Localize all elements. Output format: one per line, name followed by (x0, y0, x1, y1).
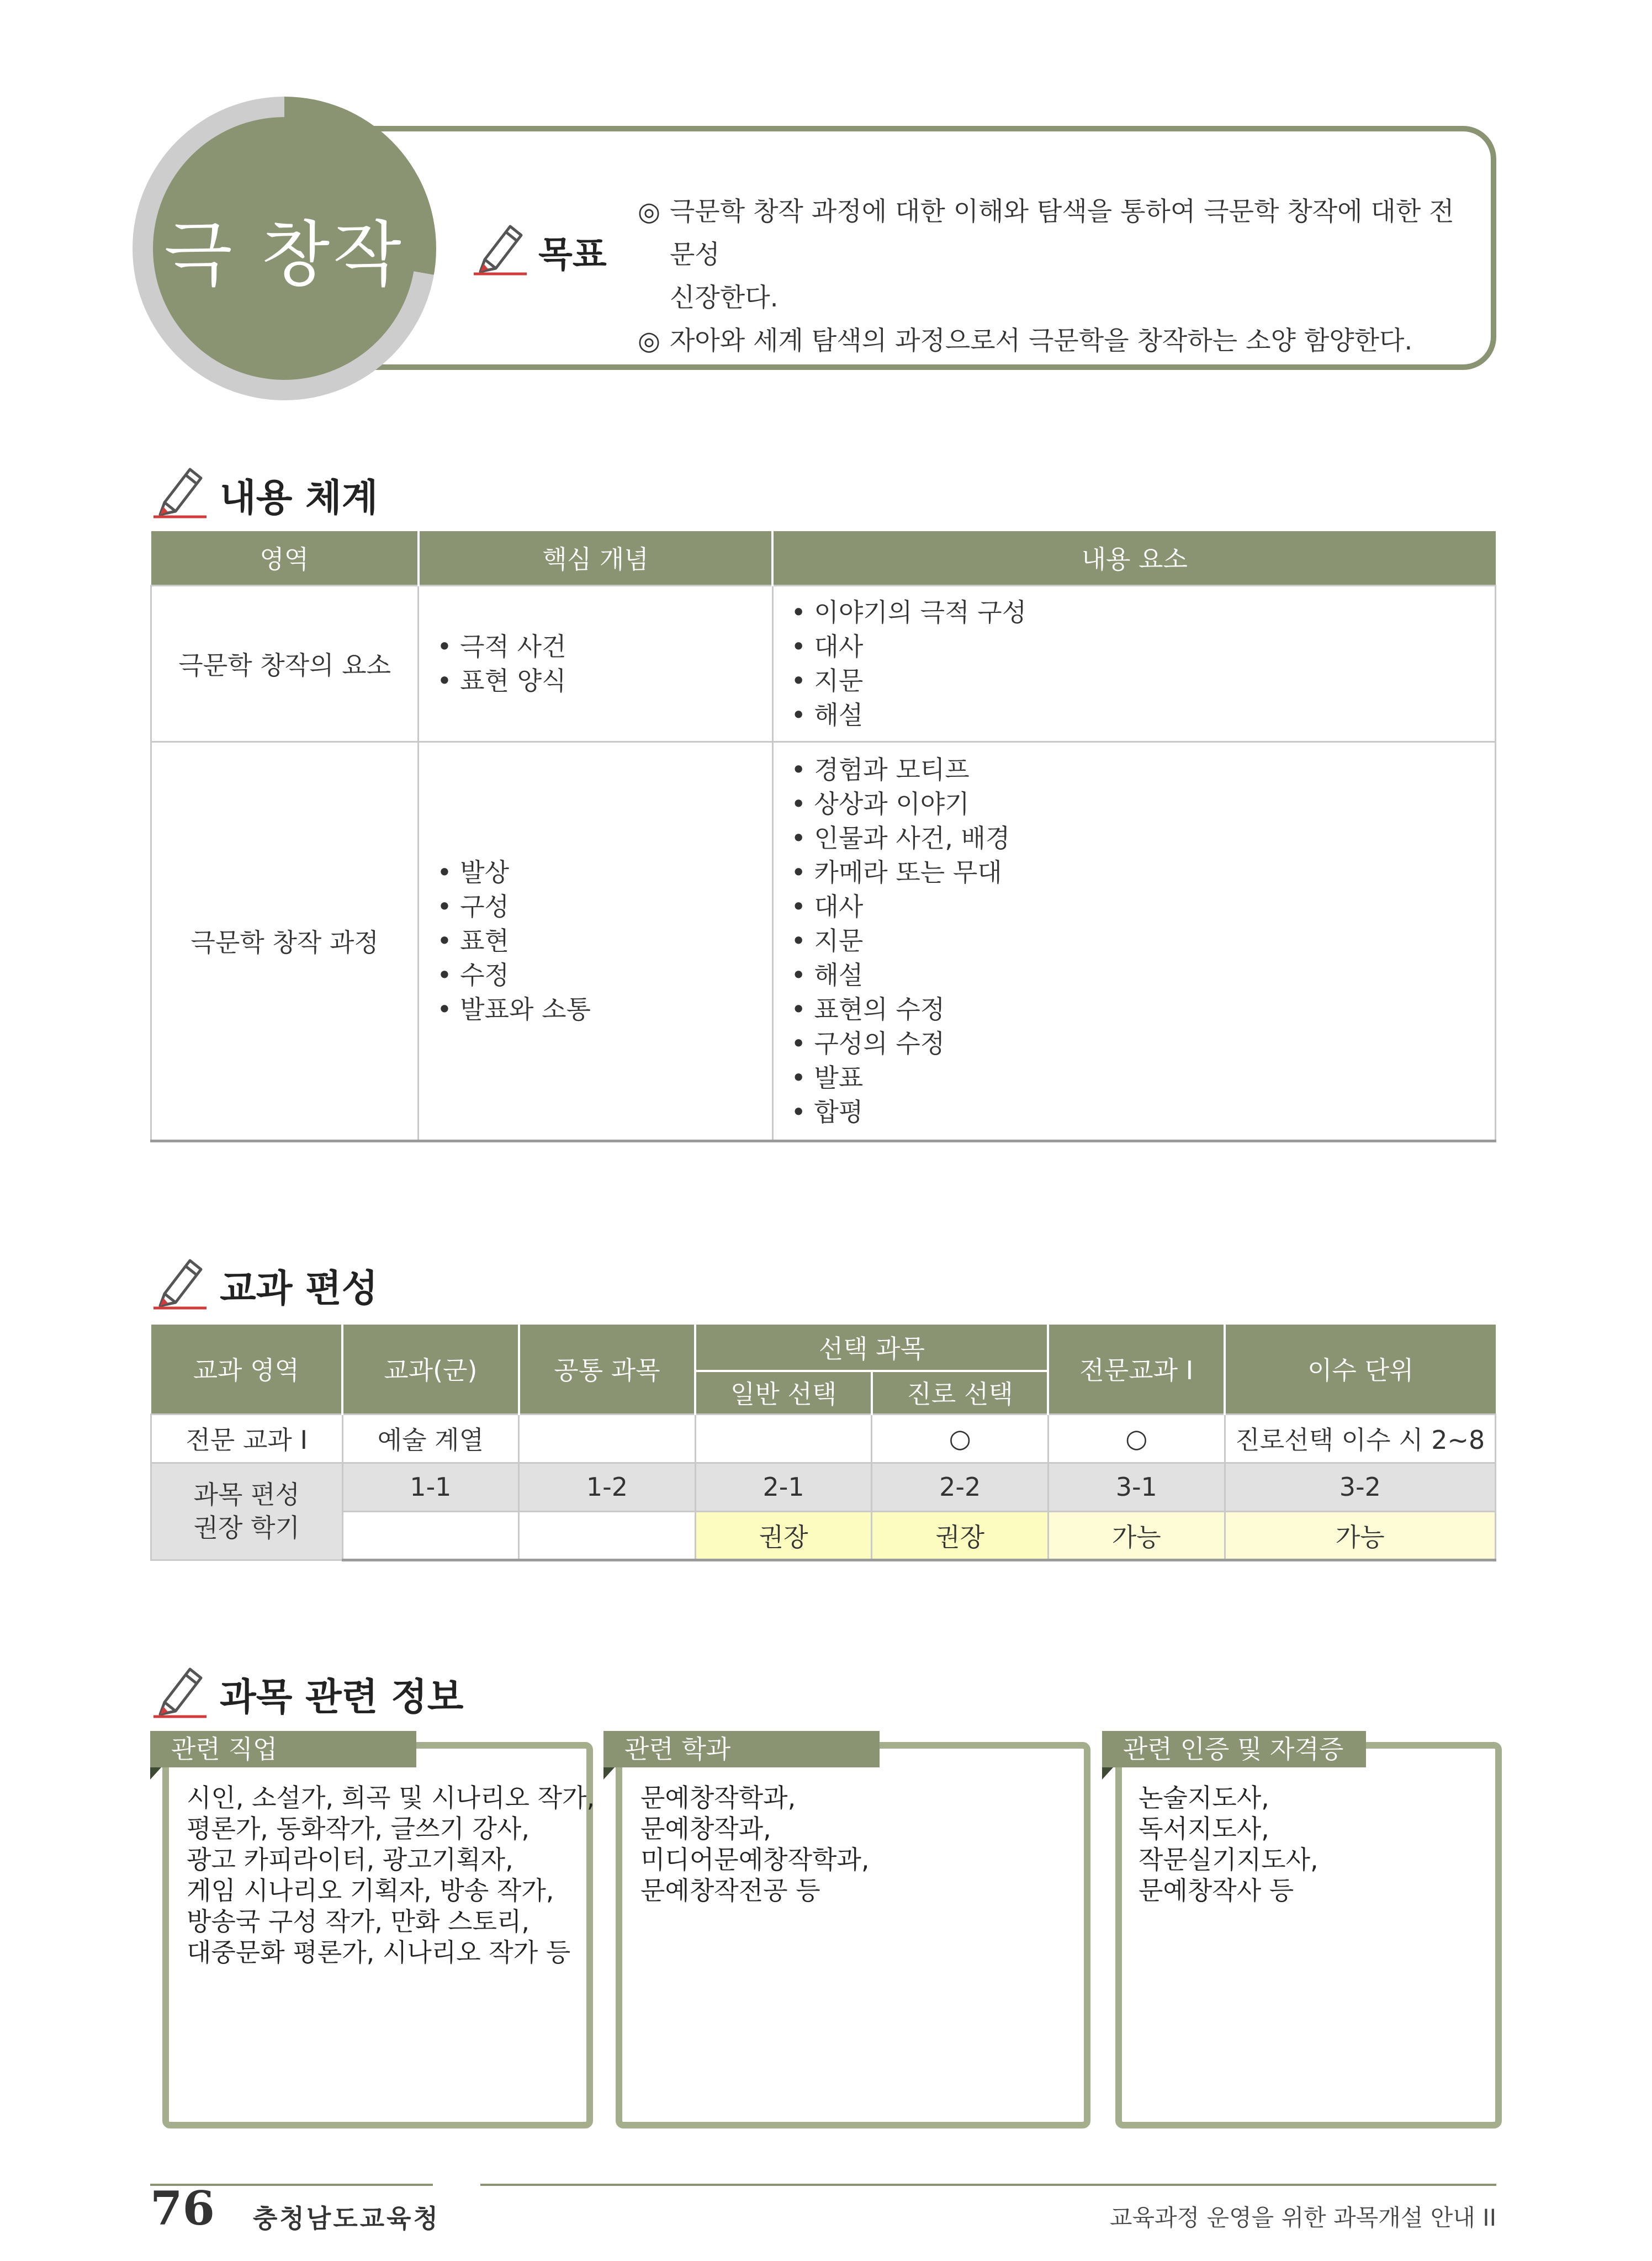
table-cell: 전문 교과 I (151, 1414, 343, 1463)
info-line: 대중문화 평론가, 시나리오 작가 등 (187, 1937, 571, 1967)
tab-corner (603, 1767, 615, 1780)
goal-line: 극문학 창작 과정에 대한 이해와 탐색을 통하여 극문학 창작에 대한 전문성 (670, 197, 1454, 270)
semester-cell: 3-2 (1225, 1463, 1495, 1511)
header-cell: 선택 과목 (695, 1323, 1048, 1371)
list-item: • 구성 (437, 892, 510, 922)
info-line: 광고 카피라이터, 광고기획자, (187, 1845, 513, 1875)
area-cell: 극문학 창작의 요소 (151, 585, 419, 742)
info-line: 방송국 구성 작가, 만화 스토리, (187, 1907, 530, 1936)
page-number: 76 (150, 2181, 215, 2236)
section-title-curriculum: 교과 편성 (220, 1267, 378, 1311)
table-header-row (151, 1323, 1496, 1371)
organization-name: 충청남도교육청 (253, 2204, 441, 2233)
goal-label: 목표 (538, 235, 607, 276)
table-row (151, 1463, 1496, 1511)
list-item: • 발표와 소통 (437, 994, 591, 1024)
recommend-cell: 가능 (1048, 1511, 1225, 1560)
header-cell: 내용 요소 (772, 531, 1495, 585)
list-item: • 대사 (791, 631, 864, 661)
info-line: 독서지도사, (1139, 1814, 1269, 1844)
info-line: 시인, 소설가, 희곡 및 시나리오 작가, (187, 1783, 595, 1813)
element-cell (772, 742, 1495, 1141)
list-item: • 지문 (791, 665, 864, 696)
element-cell (772, 585, 1495, 742)
table-cell: ○ (1048, 1414, 1225, 1463)
table-cell: 예술 계열 (342, 1414, 519, 1463)
semester-cell: 1-2 (519, 1463, 696, 1511)
table-cell (695, 1414, 872, 1463)
recommend-cell: 권장 (695, 1511, 872, 1560)
recommend-cell: 권장 (872, 1511, 1049, 1560)
list-item: • 표현의 수정 (791, 994, 945, 1024)
curriculum-table (150, 1322, 1496, 1561)
table-row (151, 742, 1496, 1141)
list-item: • 구성의 수정 (791, 1029, 945, 1058)
header-cell: 영역 (151, 531, 419, 585)
pencil-icon (149, 1251, 210, 1311)
recommend-cell: 가능 (1225, 1511, 1495, 1560)
list-item: • 합평 (791, 1097, 864, 1127)
list-item: • 상상과 이야기 (791, 789, 970, 819)
list-item: • 표현 (437, 926, 510, 956)
recommend-cell (342, 1511, 519, 1560)
table-cell: ○ (872, 1414, 1049, 1463)
list-item: • 카메라 또는 무대 (791, 857, 1002, 887)
concept-cell (419, 585, 772, 742)
info-line: 평론가, 동화작가, 글쓰기 강사, (187, 1814, 530, 1844)
list-item: • 지문 (791, 926, 864, 956)
related-certificates-tab: 관련 인증 및 자격증 (1102, 1731, 1366, 1767)
list-item: • 경험과 모티프 (791, 755, 970, 785)
subject-title: 극 창작 (164, 214, 405, 296)
footer-rule-right (480, 2184, 1496, 2186)
goal-item (638, 320, 1471, 363)
tab-corner (1102, 1767, 1113, 1780)
tab-corner (150, 1767, 161, 1780)
header-cell: 교과(군) (342, 1323, 519, 1414)
semester-cell: 2-1 (695, 1463, 872, 1511)
goal-line: 신장한다. (670, 283, 779, 313)
recommend-cell (519, 1511, 696, 1560)
list-item: • 발상 (437, 857, 510, 887)
title-disc (153, 117, 416, 380)
goal-line: 자아와 세계 탐색의 과정으로서 극문학을 창작하는 소양 함양한다. (670, 326, 1413, 356)
related-departments-tab: 관련 학과 (603, 1731, 880, 1767)
list-item: • 해설 (791, 960, 864, 990)
info-line: 논술지도사, (1139, 1783, 1269, 1813)
recommend-label-line: 권장 학기 (193, 1513, 300, 1543)
list-item: • 이야기의 극적 구성 (791, 597, 1027, 627)
goal-item (638, 190, 1471, 320)
table-row (151, 1414, 1496, 1463)
related-departments-text (640, 1782, 870, 1906)
header-cell: 진로 선택 (872, 1371, 1049, 1414)
info-line: 문예창작과, (640, 1814, 771, 1844)
list-item: • 표현 양식 (437, 665, 566, 696)
info-line: 문예창작학과, (640, 1783, 796, 1813)
list-item: • 수정 (437, 960, 510, 990)
info-line: 문예창작전공 등 (640, 1876, 820, 1905)
goal-marker: ◎ (638, 326, 661, 356)
list-item: • 해설 (791, 700, 864, 730)
content-system-table (150, 531, 1496, 1142)
list-item: • 인물과 사건, 배경 (791, 823, 1010, 853)
related-jobs-tab: 관련 직업 (150, 1731, 416, 1767)
table-cell: 진로선택 이수 시 2~8 (1225, 1414, 1495, 1463)
recommend-label-line: 과목 편성 (193, 1480, 300, 1510)
header-cell: 일반 선택 (695, 1371, 872, 1414)
list-item: • 대사 (791, 892, 864, 922)
semester-cell: 2-2 (872, 1463, 1049, 1511)
pencil-icon (469, 216, 530, 277)
table-cell (519, 1414, 696, 1463)
header-cell: 핵심 개념 (419, 531, 772, 585)
goal-marker: ◎ (638, 197, 661, 227)
semester-cell: 1-1 (342, 1463, 519, 1511)
info-line: 작문실기지도사, (1139, 1845, 1319, 1875)
section-title-content: 내용 체계 (220, 476, 378, 520)
table-header-row (151, 531, 1496, 585)
concept-cell (419, 742, 772, 1141)
header-cell: 교과 영역 (151, 1323, 343, 1414)
pencil-icon (149, 459, 210, 520)
semester-cell: 3-1 (1048, 1463, 1225, 1511)
list-item: • 발표 (791, 1063, 864, 1093)
related-certificates-text (1139, 1782, 1319, 1906)
header-cell: 공통 과목 (519, 1323, 696, 1414)
list-item: • 극적 사건 (437, 631, 566, 661)
info-line: 미디어문예창작학과, (640, 1845, 870, 1875)
table-row (151, 1511, 1496, 1560)
info-line: 문예창작사 등 (1139, 1876, 1294, 1905)
header-cell: 전문교과 I (1048, 1323, 1225, 1414)
related-jobs-text (187, 1782, 595, 1968)
recommend-label-cell (151, 1463, 343, 1560)
header-cell: 이수 단위 (1225, 1323, 1495, 1414)
book-title: 교육과정 운영을 위한 과목개설 안내 II (1109, 2204, 1496, 2231)
info-line: 게임 시나리오 기획자, 방송 작가, (187, 1876, 554, 1905)
section-title-related: 과목 관련 정보 (220, 1676, 464, 1719)
pencil-icon (149, 1659, 210, 1720)
area-cell: 극문학 창작 과정 (151, 742, 419, 1141)
goal-list (638, 190, 1471, 363)
table-row (151, 585, 1496, 742)
